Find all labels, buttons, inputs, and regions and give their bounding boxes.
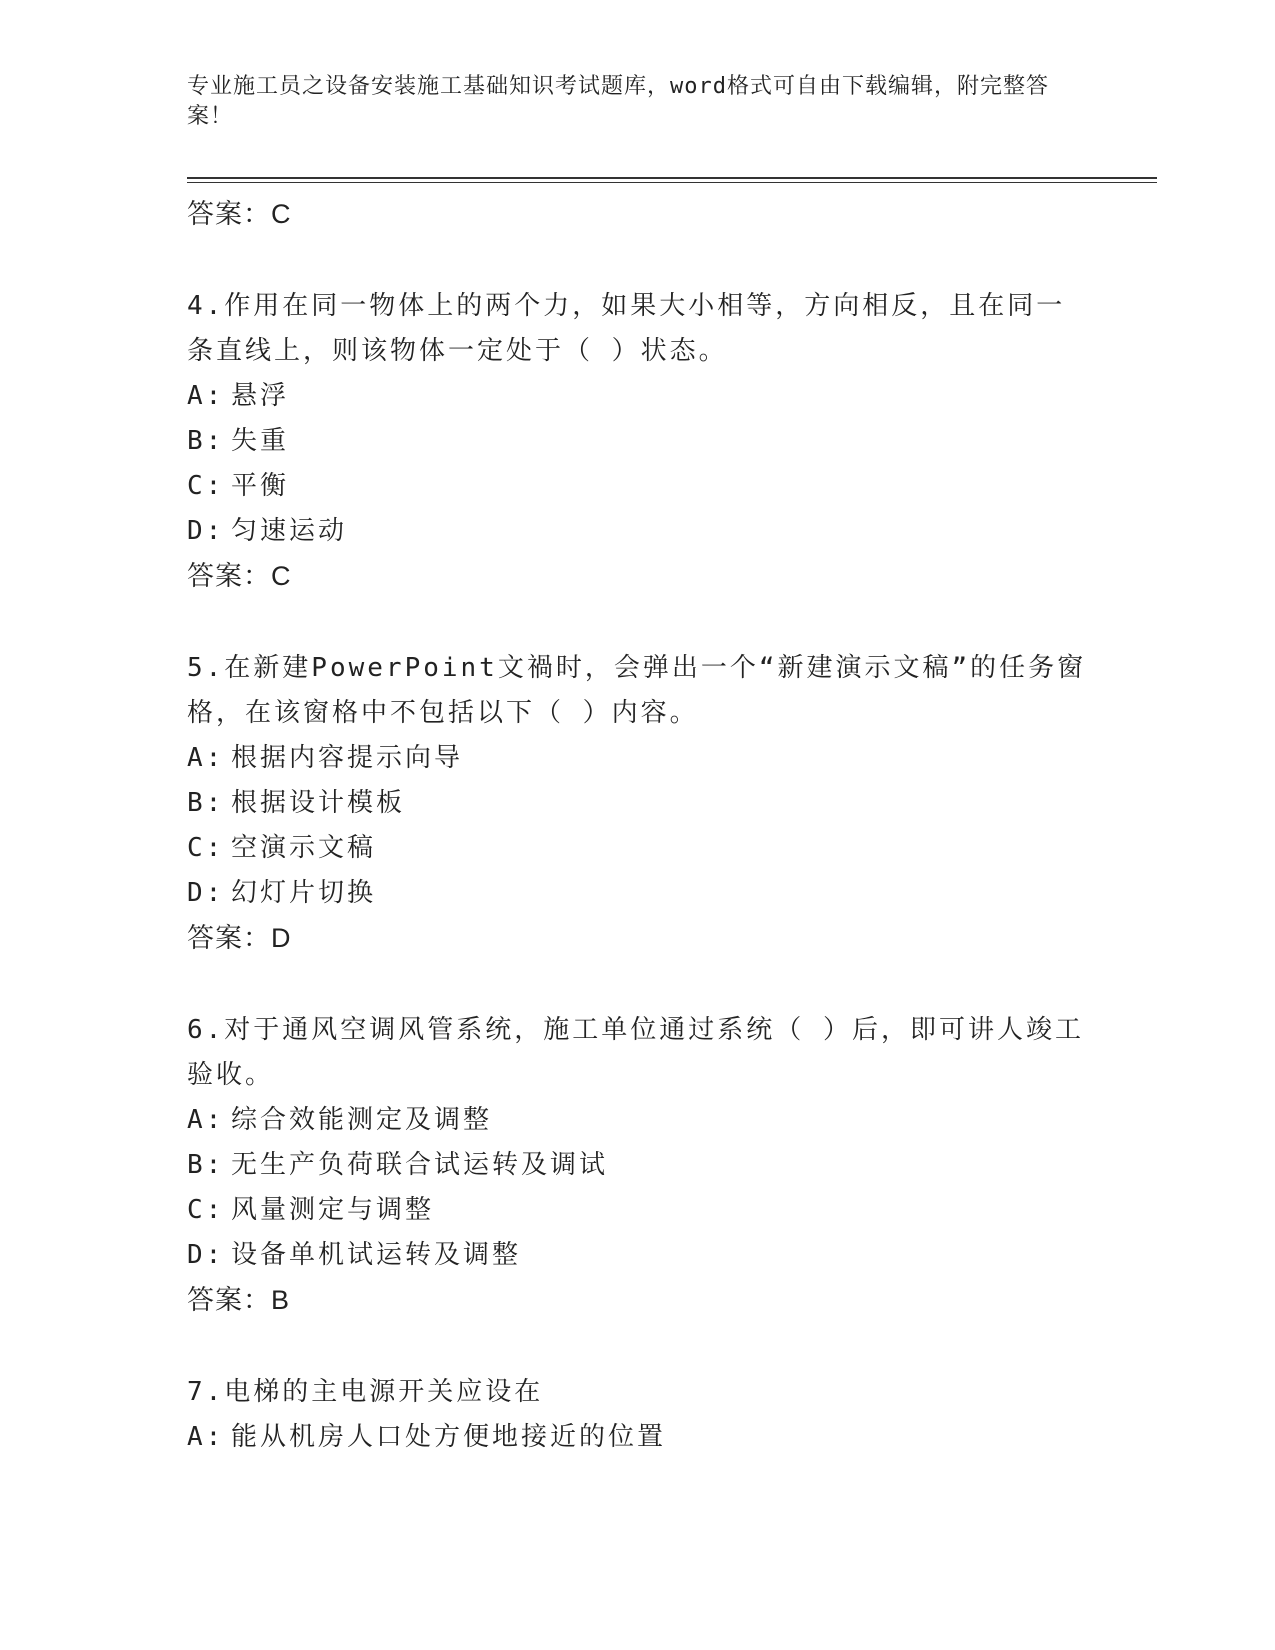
option-text: 失重 bbox=[231, 426, 290, 456]
option-a bbox=[187, 736, 1087, 781]
option-d bbox=[187, 1233, 1087, 1278]
header-rule-thin bbox=[187, 182, 1157, 183]
question-stem: 5.在新建PowerPoint文禍时，会弹出一个“新建演示文稿”的任务窗格，在该窗格中不包括以下（ ）内容。 bbox=[187, 653, 1087, 728]
header-rule-thick bbox=[187, 177, 1157, 179]
option-letter: A: bbox=[187, 1422, 225, 1452]
option-letter: A: bbox=[187, 743, 225, 773]
option-text: 平衡 bbox=[231, 471, 290, 501]
question-6 bbox=[187, 1008, 1087, 1323]
answer-prev: 答案：C bbox=[187, 199, 292, 229]
option-a bbox=[187, 1415, 1087, 1460]
option-letter: A: bbox=[187, 1105, 225, 1135]
option-text: 综合效能测定及调整 bbox=[231, 1105, 493, 1135]
question-stem: 6.对于通风空调风管系统，施工单位通过系统（ ）后，即可讲人竣工验收。 bbox=[187, 1015, 1084, 1090]
option-text: 悬浮 bbox=[231, 381, 290, 411]
option-c bbox=[187, 464, 1087, 509]
option-text: 无生产负荷联合试运转及调试 bbox=[231, 1150, 609, 1180]
option-text: 空演示文稿 bbox=[231, 833, 377, 863]
answer: 答案：B bbox=[187, 1285, 291, 1315]
option-a bbox=[187, 1098, 1087, 1143]
option-text: 根据设计模板 bbox=[231, 788, 406, 818]
answer: 答案：C bbox=[187, 561, 292, 591]
option-b bbox=[187, 419, 1087, 464]
option-letter: C: bbox=[187, 1195, 225, 1225]
option-b bbox=[187, 781, 1087, 826]
option-letter: D: bbox=[187, 878, 225, 908]
option-text: 幻灯片切换 bbox=[231, 878, 377, 908]
question-list bbox=[187, 192, 1087, 1460]
answer: 答案：D bbox=[187, 923, 292, 953]
option-c bbox=[187, 1188, 1087, 1233]
question-4 bbox=[187, 284, 1087, 599]
option-text: 风量测定与调整 bbox=[231, 1195, 435, 1225]
option-text: 能从机房人口处方便地接近的位置 bbox=[231, 1422, 667, 1452]
option-letter: B: bbox=[187, 788, 225, 818]
option-text: 设备单机试运转及调整 bbox=[231, 1240, 522, 1270]
option-letter: C: bbox=[187, 471, 225, 501]
option-letter: B: bbox=[187, 426, 225, 456]
option-letter: C: bbox=[187, 833, 225, 863]
option-letter: A: bbox=[187, 381, 225, 411]
option-letter: D: bbox=[187, 516, 225, 546]
option-d bbox=[187, 509, 1087, 554]
question-stem: 4.作用在同一物体上的两个力，如果大小相等，方向相反，且在同一条直线上，则该物体一定处于（ ）状态。 bbox=[187, 291, 1066, 366]
option-b bbox=[187, 1143, 1087, 1188]
option-text: 根据内容提示向导 bbox=[231, 743, 464, 773]
document-header: 专业施工员之设备安装施工基础知识考试题库，word格式可自由下载编辑，附完整答案！ bbox=[187, 74, 1049, 129]
question-stem: 7.电梯的主电源开关应设在 bbox=[187, 1377, 544, 1407]
option-letter: D: bbox=[187, 1240, 225, 1270]
option-d bbox=[187, 871, 1087, 916]
option-a bbox=[187, 374, 1087, 419]
option-c bbox=[187, 826, 1087, 871]
question-5 bbox=[187, 646, 1087, 961]
option-text: 匀速运动 bbox=[231, 516, 348, 546]
question-7 bbox=[187, 1370, 1087, 1460]
option-letter: B: bbox=[187, 1150, 225, 1180]
